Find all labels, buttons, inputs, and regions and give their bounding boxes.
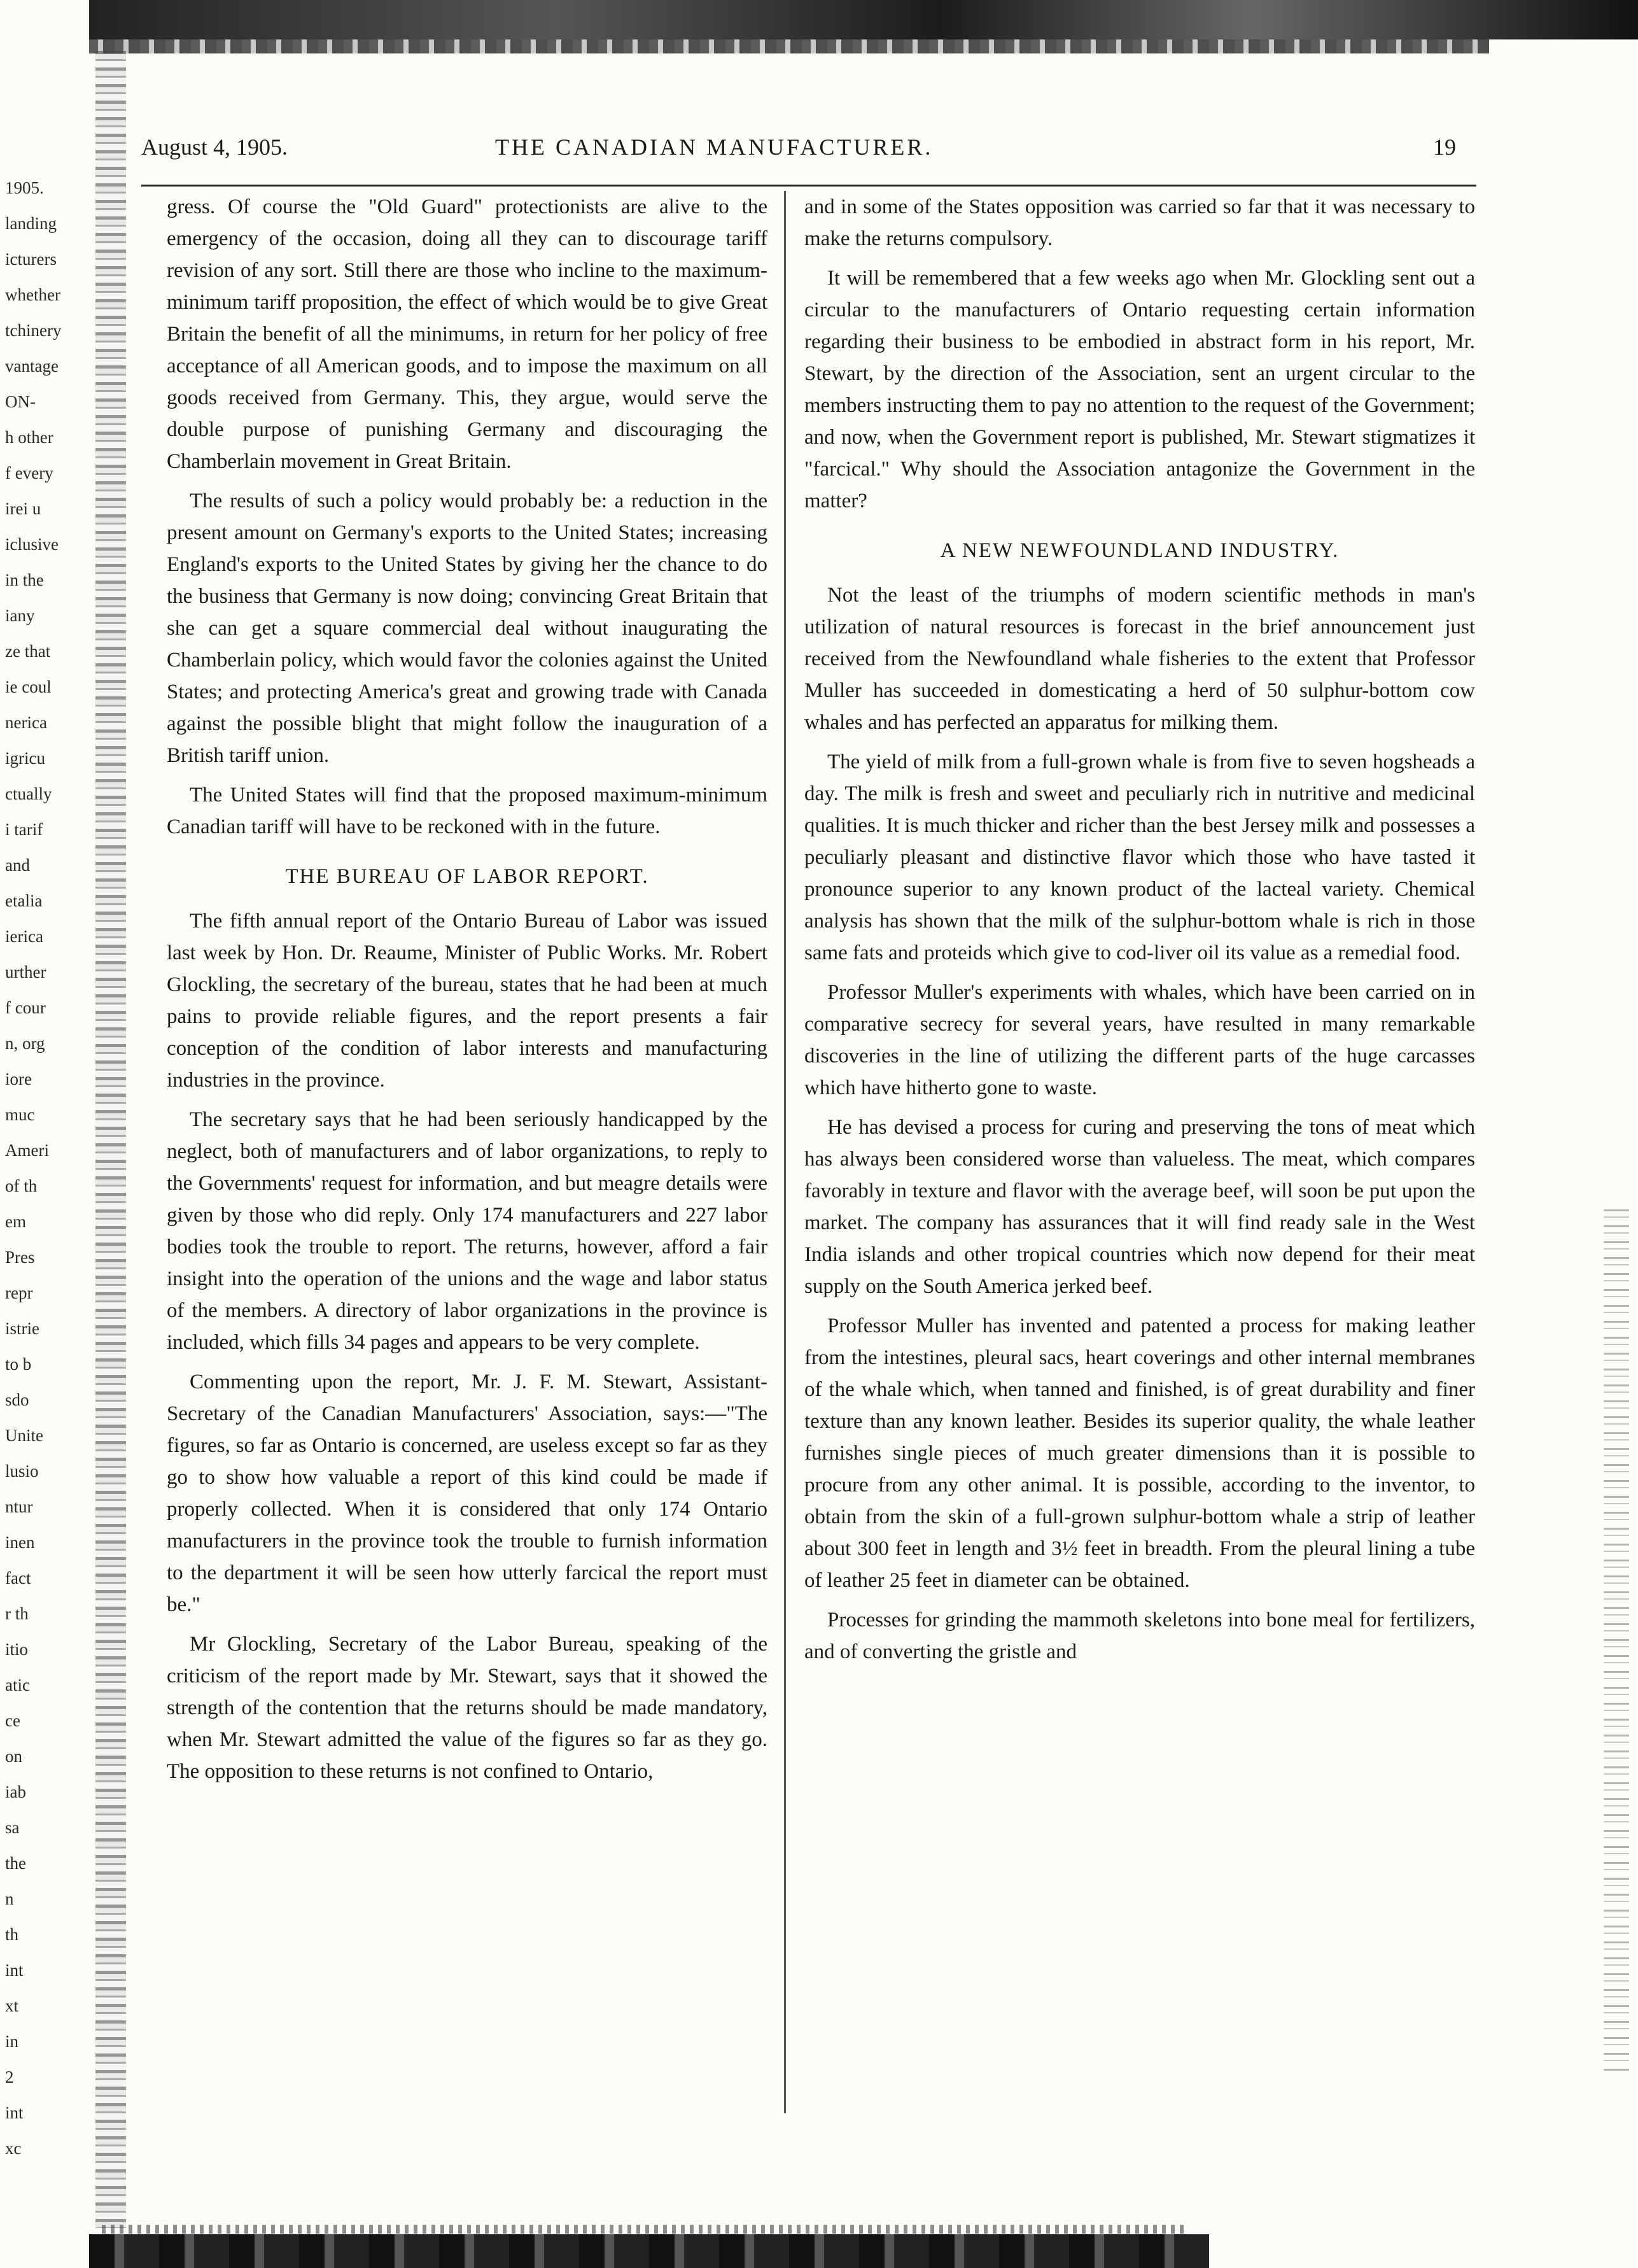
article-paragraph: He has devised a process for curing and preserving the tons of meat which has always been considered worse than valueless. The meat, which compares favorably in texture and flavor with the average beef, will soon be put upon the market. The company has assurances that it will find ready sale in the West India islands and other tropical countries which now depend for their meat supply on the South America jerked beef. bbox=[804, 1116, 1475, 1298]
margin-fragment: to b bbox=[5, 1355, 32, 1374]
margin-fragment: of th bbox=[5, 1176, 38, 1195]
margin-fragment: iany bbox=[5, 606, 35, 625]
margin-fragment: urther bbox=[5, 962, 46, 982]
page-header bbox=[134, 134, 1476, 166]
margin-fragment: tchinery bbox=[5, 321, 62, 340]
margin-fragment: th bbox=[5, 1925, 19, 1944]
margin-fragment: ce bbox=[5, 1711, 20, 1730]
article-paragraph: The United States will find that the proposed maximum-minimum Canadian tariff will have to be reckoned with in the future. bbox=[167, 784, 767, 838]
margin-fragment: etalia bbox=[5, 891, 43, 910]
scan-top-border bbox=[89, 0, 1638, 39]
margin-fragment: landing bbox=[5, 214, 57, 233]
margin-fragment: Pres bbox=[5, 1248, 35, 1267]
margin-fragment: int bbox=[5, 2103, 24, 2122]
margin-fragment: 1905. bbox=[5, 178, 44, 197]
article-heading: A NEW NEWFOUNDLAND INDUSTRY. bbox=[940, 539, 1340, 562]
margin-fragment: ierica bbox=[5, 927, 43, 946]
margin-fragment: in bbox=[5, 2032, 19, 2051]
issue-date: August 4, 1905. bbox=[141, 134, 288, 160]
margin-fragment: vantage bbox=[5, 356, 59, 376]
article-paragraph: The fifth annual report of the Ontario Bureau of Labor was issued last week by Hon. Dr. Reaume, Minister of Public Works. Mr. Robert Glockling, the secretary of the bureau, states that he had been at much pains to provide reliable figures, and the report presents a fair conception of the condition of labor interests and manufacturing industries in the province. bbox=[167, 910, 767, 1092]
margin-fragment: icturers bbox=[5, 250, 57, 269]
margin-fragment: int bbox=[5, 1961, 24, 1980]
right-column bbox=[804, 191, 1475, 1675]
margin-fragment: ntur bbox=[5, 1497, 33, 1516]
scan-right-edge-noise bbox=[1604, 1209, 1629, 2075]
margin-fragment: itio bbox=[5, 1640, 29, 1659]
margin-fragment: em bbox=[5, 1212, 26, 1231]
margin-fragment: and bbox=[5, 856, 30, 875]
margin-fragment: iore bbox=[5, 1069, 32, 1088]
margin-fragment: irei u bbox=[5, 499, 41, 518]
margin-fragment: ze that bbox=[5, 642, 51, 661]
adjacent-page-fragments bbox=[0, 0, 95, 2268]
margin-fragment: sa bbox=[5, 1818, 20, 1837]
article-paragraph: The secretary says that he had been seriously handicapped by the neglect, both of manufacturers and of labor organizations, to reply to the Governments' request for information, and but meagre details were given by those who did reply. Only 174 manufacturers and 227 labor bodies took the trouble to report. The returns, however, afford a fair insight into the operation of the unions and the wage and labor status of the members. A directory of labor organizations in the province is included, which fills 34 pages and appears to be very complete. bbox=[167, 1108, 767, 1354]
margin-fragment: istrie bbox=[5, 1319, 39, 1338]
margin-fragment: fact bbox=[5, 1568, 31, 1588]
article-paragraph: The yield of milk from a full-grown whale is from five to seven hogsheads a day. The milk is fresh and sweet and peculiarly rich in nutritive and medicinal qualities. It is much thicker and richer than the best Jersey milk and possesses a peculiarly pleasant and distinctive flavor which those who have tasted it pronounce superior to any known product of the lacteal variety. Chemical analysis has shown that the milk of the sulphur-bottom whale is rich in those same fats and proteids which give to cod-liver oil its value as a remedial food. bbox=[804, 750, 1475, 964]
margin-fragment: n, org bbox=[5, 1034, 45, 1053]
margin-fragment: Unite bbox=[5, 1426, 43, 1445]
margin-fragment: n bbox=[5, 1889, 14, 1908]
article-paragraph: Not the least of the triumphs of modern scientific methods in man's utilization of natural resources is forecast in the brief announcement just received from the Newfoundland whale fisheries to the extent that Professor Muller has succeeded in domesticating a herd of 50 sulphur-bottom cow whales and has perfected an apparatus for milking them. bbox=[804, 584, 1475, 734]
margin-fragment: the bbox=[5, 1854, 26, 1873]
margin-fragment: Ameri bbox=[5, 1141, 49, 1160]
scan-bottom-noise bbox=[102, 2225, 1184, 2234]
column-divider bbox=[784, 191, 786, 2113]
margin-fragment: iab bbox=[5, 1782, 26, 1801]
margin-fragment: nerica bbox=[5, 713, 47, 732]
margin-fragment: r th bbox=[5, 1604, 29, 1623]
margin-fragment: atic bbox=[5, 1675, 30, 1694]
margin-fragment: xc bbox=[5, 2139, 22, 2158]
article-paragraph: The results of such a policy would probably be: a reduction in the present amount on Germany's exports to the United States; increasing England's exports to the United States by giving her the chance to do the business that Germany is now doing; convincing Great Britain that she can get a square commercial deal without inaugurating the Chamberlain policy, which would favor the colonies against the United States; and protecting America's great and growing trade with Canada against the possible blight that might follow the inauguration of a British tariff union. bbox=[167, 490, 767, 767]
masthead: THE CANADIAN MANUFACTURER. bbox=[495, 134, 934, 160]
margin-fragment: igricu bbox=[5, 749, 45, 768]
margin-fragment: xt bbox=[5, 1996, 19, 2015]
margin-fragment: lusio bbox=[5, 1462, 39, 1481]
margin-fragment: h other bbox=[5, 428, 53, 447]
margin-fragment: ON- bbox=[5, 392, 36, 411]
margin-fragment: in the bbox=[5, 570, 44, 589]
article-paragraph: and in some of the States opposition was carried so far that it was necessary to make the returns compulsory. bbox=[804, 195, 1475, 250]
article-heading: THE BUREAU OF LABOR REPORT. bbox=[285, 865, 649, 888]
margin-fragment: sdo bbox=[5, 1390, 29, 1409]
article-paragraph: gress. Of course the "Old Guard" protectionists are alive to the emergency of the occasion, doing all they can to discourage tariff revision of any sort. Still there are those who incline to the maximum-minimum tariff proposition, the effect of which would be to give Great Britain the benefit of all the minimums, in return for her policy of free acceptance of all American goods, and to impose the maximum on all goods received from Germany. This, they argue, would serve the double purpose of punishing Germany and discouraging the Chamberlain movement in Great Britain. bbox=[167, 195, 767, 473]
header-rule bbox=[141, 185, 1476, 187]
margin-fragment: on bbox=[5, 1747, 22, 1766]
article-paragraph: Professor Muller has invented and patented a process for making leather from the intestines, pleural sacs, heart coverings and other internal membranes of the whale which, when tanned and finished, is of great durability and finer texture than any known leather. Besides its superior quality, the whale leather furnishes single pieces of much greater dimensions than it is possible to procure from any other animal. It is possible, according to the inventor, to obtain from the skin of a full-grown sulphur-bottom whale a strip of leather about 300 feet in length and 3½ feet in breadth. From the pleural lining a tube of leather 25 feet in diameter can be obtained. bbox=[804, 1314, 1475, 1592]
margin-fragment: whether bbox=[5, 285, 60, 304]
margin-fragment: muc bbox=[5, 1105, 35, 1124]
scan-top-noise bbox=[89, 39, 1489, 53]
article-paragraph: Mr Glockling, Secretary of the Labor Bureau, speaking of the criticism of the report made by Mr. Stewart, says that it showed the strength of the contention that the returns should be made mandatory, when Mr. Stewart admitted the value of the figures so far as they go. The opposition to these returns is not confined to Ontario, bbox=[167, 1633, 767, 1783]
margin-fragment: f cour bbox=[5, 998, 46, 1017]
margin-fragment: ctually bbox=[5, 784, 52, 803]
binding-spine bbox=[95, 51, 126, 2228]
margin-fragment: iclusive bbox=[5, 535, 59, 554]
article-paragraph: Professor Muller's experiments with whales, which have been carried on in comparative secrecy for several years, have resulted in many remarkable discoveries in the line of utilizing the different parts of the huge carcasses which have hitherto gone to waste. bbox=[804, 981, 1475, 1099]
article-paragraph: Commenting upon the report, Mr. J. F. M. Stewart, Assistant-Secretary of the Canadian Manufacturers' Association, says:—"The figures, so far as Ontario is concerned, are useless except so far as they go to show how valuable a report of this kind could be made if properly collected. When it is considered that only 174 Ontario manufacturers in the province took the trouble to furnish information to the department it will be seen how utterly farcical the report must be." bbox=[167, 1370, 767, 1616]
margin-fragment: ie coul bbox=[5, 677, 52, 696]
article-paragraph: It will be remembered that a few weeks ago when Mr. Glockling sent out a circular to the manufacturers of Ontario requesting certain information regarding their business to be embodied in abstract form in his report, Mr. Stewart, by the direction of the Association, sent an urgent circular to the members instructing them to pay no attention to the request of the Government; and now, when the Government report is published, Mr. Stewart stigmatizes it "farcical." Why should the Association antagonize the Government in the matter? bbox=[804, 267, 1475, 512]
margin-fragment: inen bbox=[5, 1533, 35, 1552]
margin-fragment: i tarif bbox=[5, 820, 43, 839]
page-number: 19 bbox=[1433, 134, 1456, 160]
margin-fragment: f every bbox=[5, 463, 53, 482]
scan-bottom-border bbox=[89, 2234, 1209, 2268]
article-paragraph: Processes for grinding the mammoth skeletons into bone meal for fertilizers, and of converting the gristle and bbox=[804, 1609, 1475, 1663]
left-column bbox=[167, 191, 767, 1795]
margin-fragment: repr bbox=[5, 1283, 33, 1302]
margin-fragment: 2 bbox=[5, 2067, 14, 2087]
